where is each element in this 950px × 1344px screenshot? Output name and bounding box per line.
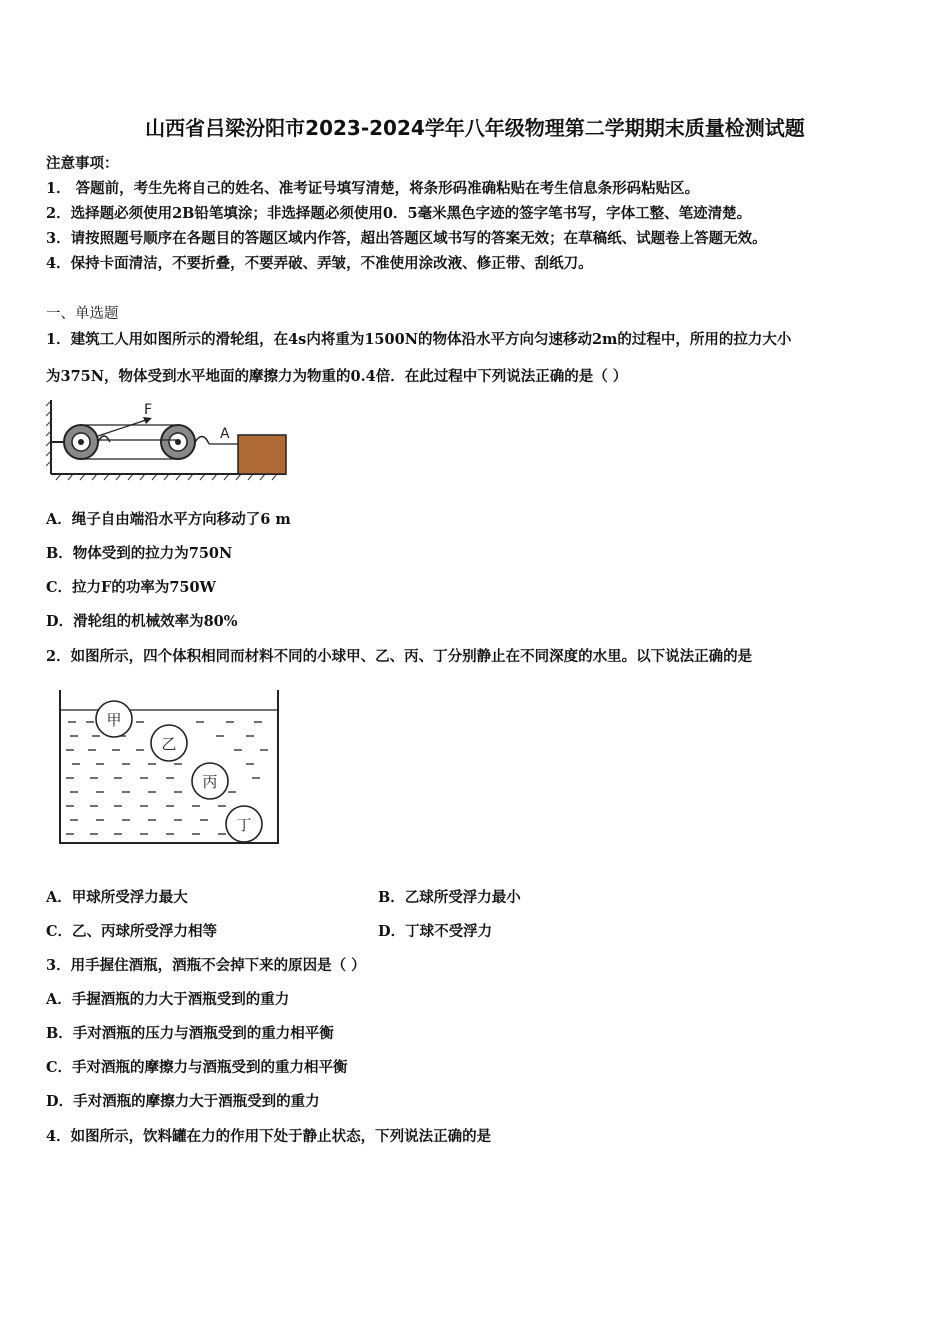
ball-bing-label: 丙 — [202, 773, 218, 791]
q3-option-b: B．手对酒瓶的压力与酒瓶受到的重力相平衡 — [46, 1025, 334, 1042]
question-1-stem-cont: 为375N，物体受到水平地面的摩擦力为物重的0.4倍．在此过程中下列说法正确的是（ ） — [46, 368, 628, 385]
question-3-stem: 3．用手握住酒瓶，酒瓶不会掉下来的原因是（ ） — [46, 957, 366, 974]
q1-option-b: B．物体受到的拉力为750N — [46, 545, 233, 562]
notice-item: 1． 答题前，考生先将自己的姓名、准考证号填写清楚，将条形码准确粘贴在考生信息条形码粘贴区。 — [46, 180, 700, 197]
q2-option-a: A．甲球所受浮力最大 — [46, 889, 188, 906]
point-a-label: A — [220, 426, 230, 442]
ball-jia-label: 甲 — [106, 711, 122, 729]
notice-item: 2．选择题必须使用2B铅笔填涂；非选择题必须使用0．5毫米黑色字迹的签字笔书写，字体工整、笔迹清楚。 — [46, 205, 752, 222]
water-tank-figure — [56, 688, 286, 848]
ball-yi-label: 乙 — [161, 735, 177, 753]
q1-option-c: C．拉力F的功率为750W — [46, 579, 216, 596]
question-2-stem: 2．如图所示，四个体积相同而材料不同的小球甲、乙、丙、丁分别静止在不同深度的水里。以下说法正确的是 — [46, 648, 753, 665]
force-label: F — [144, 402, 153, 418]
ball-ding-label: 丁 — [236, 816, 252, 834]
q2-option-d: D．丁球不受浮力 — [378, 923, 493, 940]
notice-heading: 注意事项： — [46, 155, 119, 172]
q3-option-d: D．手对酒瓶的摩擦力大于酒瓶受到的重力 — [46, 1093, 320, 1110]
q3-option-c: C．手对酒瓶的摩擦力与酒瓶受到的重力相平衡 — [46, 1059, 348, 1076]
q1-option-d: D．滑轮组的机械效率为80% — [46, 613, 238, 630]
question-4-stem: 4．如图所示，饮料罐在力的作用下处于静止状态，下列说法正确的是 — [46, 1128, 492, 1145]
section-heading: 一、单选题 — [46, 306, 119, 322]
page-title: 山西省吕梁汾阳市2023-2024学年八年级物理第二学期期末质量检测试题 — [145, 116, 805, 140]
q1-option-a: A．绳子自由端沿水平方向移动了6 m — [46, 511, 291, 528]
notice-item: 4．保持卡面清洁，不要折叠，不要弄破、弄皱，不准使用涂改液、修正带、刮纸刀。 — [46, 255, 593, 272]
question-1-stem: 1．建筑工人用如图所示的滑轮组，在4s内将重为1500N的物体沿水平方向匀速移动2m的过程中，所用的拉力大小 — [46, 331, 792, 348]
q3-option-a: A．手握酒瓶的力大于酒瓶受到的重力 — [46, 991, 290, 1008]
q2-option-c: C．乙、丙球所受浮力相等 — [46, 923, 218, 940]
q2-option-b: B．乙球所受浮力最小 — [378, 889, 521, 906]
pulley-figure — [46, 392, 291, 487]
notice-item: 3．请按照题号顺序在各题目的答题区域内作答，超出答题区域书写的答案无效；在草稿纸、试题卷上答题无效。 — [46, 230, 767, 247]
block-object — [238, 435, 286, 474]
